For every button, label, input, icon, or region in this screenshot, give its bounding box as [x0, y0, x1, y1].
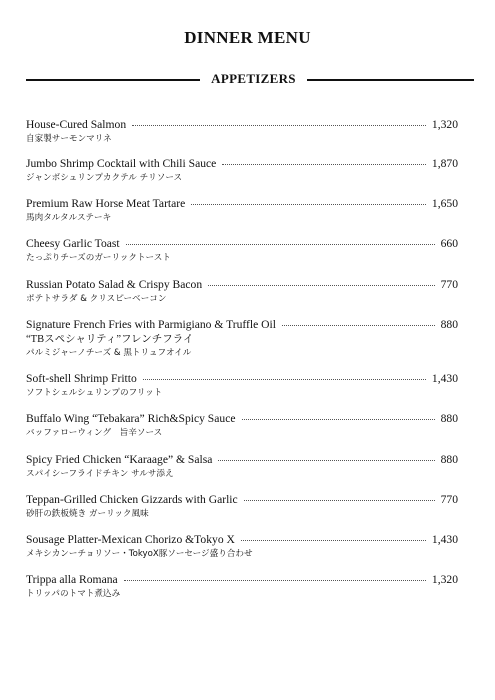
menu-item [26, 533, 458, 561]
section-title: APPETIZERS [211, 71, 296, 86]
section-rule-left [26, 79, 200, 81]
item-japanese-name: ポテトサラダ & クリスピーベーコン [26, 294, 167, 304]
menu-item [26, 118, 458, 146]
item-price: 1,430 [431, 533, 458, 546]
item-price: 880 [440, 412, 458, 425]
item-subtitle: “TBスペシャリティ”フレンチフライ [26, 334, 194, 345]
menu-item [26, 573, 458, 601]
menu-title: DINNER MENU [184, 28, 311, 47]
menu-item [26, 453, 458, 481]
menu-item [26, 197, 458, 225]
item-name: Spicy Fried Chicken “Karaage” & Salsa [26, 453, 213, 466]
dot-leader [242, 419, 435, 420]
dot-leader [282, 325, 435, 326]
item-japanese-name: ソフトシェルシュリンプのフリット [26, 388, 163, 398]
item-price: 880 [440, 453, 458, 466]
dot-leader [132, 125, 426, 126]
item-price: 1,650 [431, 197, 458, 210]
item-price: 770 [440, 493, 458, 506]
item-japanese-name: 自家製サーモンマリネ [26, 134, 112, 144]
item-name: Teppan-Grilled Chicken Gizzards with Garlic [26, 493, 238, 506]
section-header [26, 70, 474, 90]
menu-item [26, 412, 458, 440]
item-name: Buffalo Wing “Tebakara” Rich&Spicy Sauce [26, 412, 236, 425]
dot-leader [191, 204, 426, 205]
dot-leader [222, 164, 426, 165]
menu-item [26, 318, 458, 360]
menu-item [26, 157, 458, 185]
dot-leader [208, 285, 434, 286]
item-name: Signature French Fries with Parmigiano & Truffle Oil [26, 318, 277, 331]
item-name: House-Cured Salmon [26, 118, 127, 131]
section-rule-right [307, 79, 474, 81]
menu-item [26, 372, 458, 400]
item-price: 880 [440, 318, 458, 331]
item-price: 1,320 [431, 573, 458, 586]
item-japanese-name: 砂肝の鉄板焼き ガーリック風味 [26, 509, 149, 519]
dot-leader [218, 460, 434, 461]
dot-leader [241, 540, 426, 541]
dot-leader [143, 379, 426, 380]
item-japanese-name: たっぷりチーズのガーリックトースト [26, 253, 171, 263]
menu-item [26, 237, 458, 265]
item-name: Trippa alla Romana [26, 573, 118, 586]
item-price: 1,320 [431, 118, 458, 131]
item-japanese-name: トリッパのトマト煮込み [26, 589, 121, 599]
item-japanese-name: スパイシーフライドチキン サルサ添え [26, 469, 174, 479]
menu-item [26, 493, 458, 521]
item-japanese-name: パルミジャーノチーズ & 黒トリュフオイル [26, 348, 192, 358]
item-price: 1,870 [431, 157, 458, 170]
item-japanese-name: 馬肉タルタルステーキ [26, 213, 112, 223]
item-price: 1,430 [431, 372, 458, 385]
item-name: Premium Raw Horse Meat Tartare [26, 197, 186, 210]
item-price: 660 [440, 237, 458, 250]
dot-leader [126, 244, 435, 245]
item-name: Jumbo Shrimp Cocktail with Chili Sauce [26, 157, 217, 170]
dot-leader [124, 580, 426, 581]
item-price: 770 [440, 278, 458, 291]
item-name: Cheesy Garlic Toast [26, 237, 120, 250]
item-name: Sousage Platter-Mexican Chorizo &Tokyo X [26, 533, 235, 546]
item-japanese-name: バッファローウィング 旨辛ソース [26, 428, 163, 438]
menu-item [26, 278, 458, 306]
dot-leader [244, 500, 435, 501]
item-name: Soft-shell Shrimp Fritto [26, 372, 137, 385]
item-japanese-name: メキシカンーチョリソー・TokyoX豚ソーセージ盛り合わせ [26, 549, 253, 559]
item-japanese-name: ジャンボシュリンプカクテル チリソース [26, 173, 183, 183]
item-name: Russian Potato Salad & Crispy Bacon [26, 278, 203, 291]
